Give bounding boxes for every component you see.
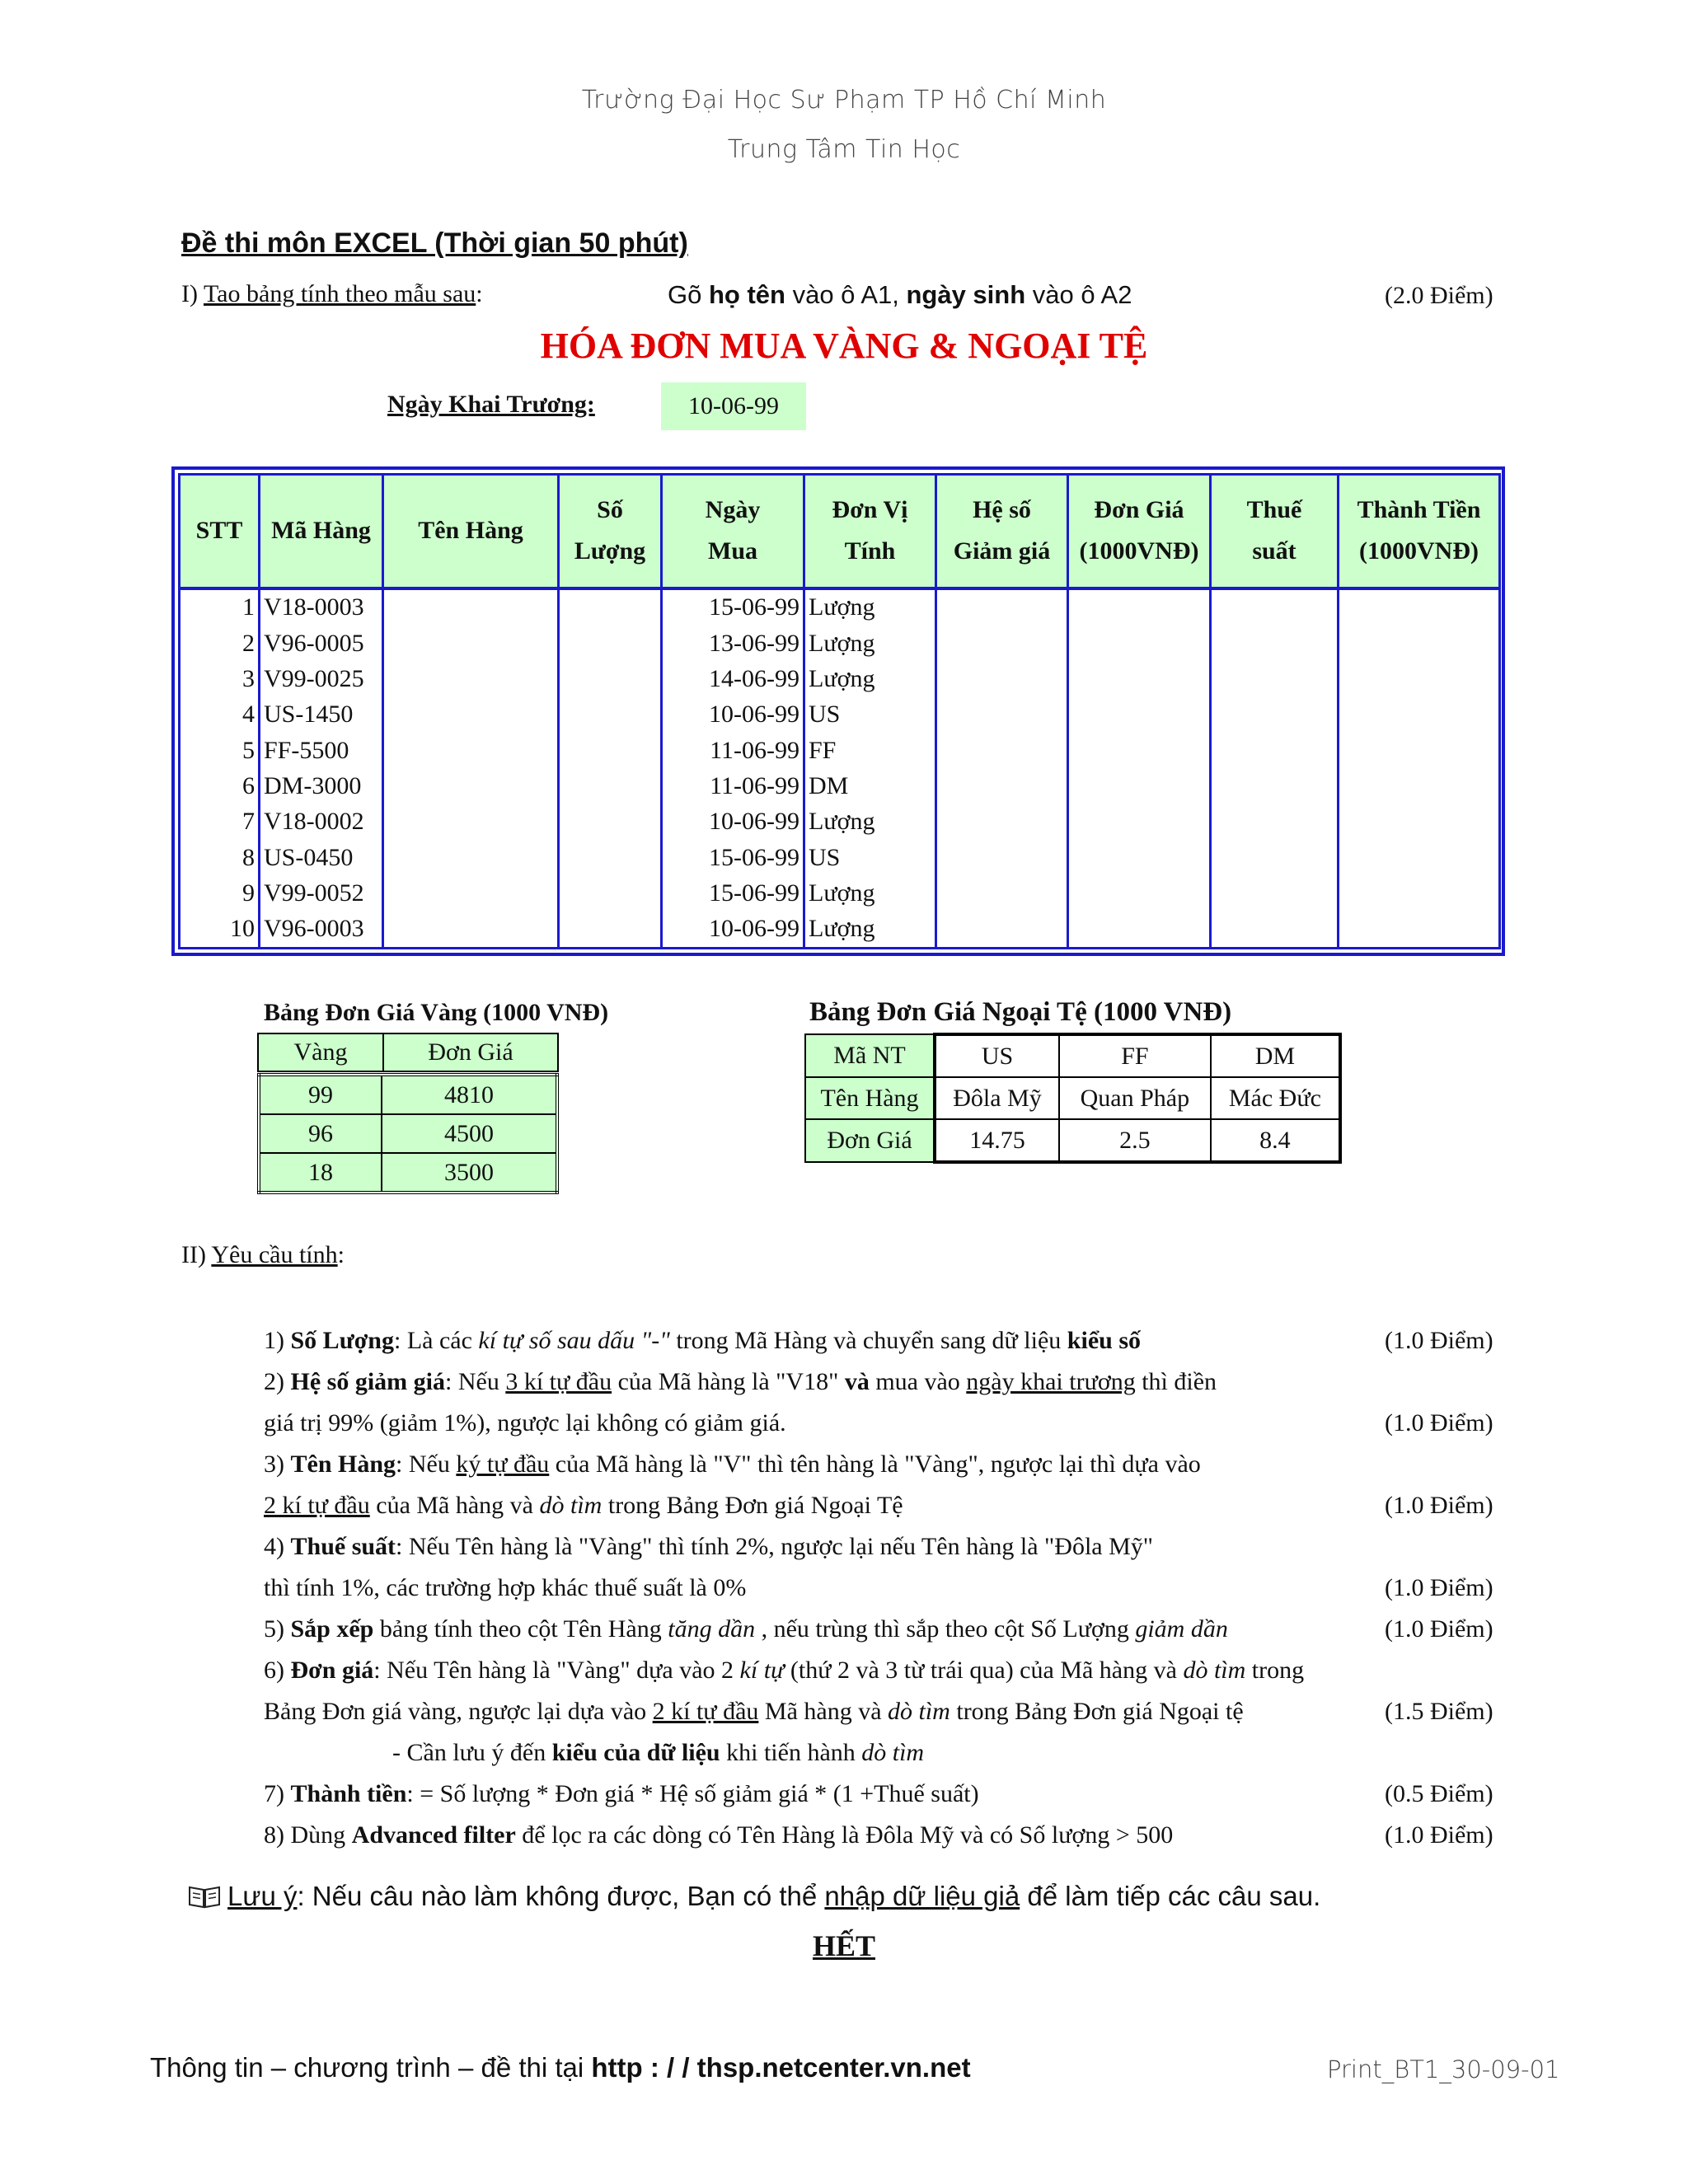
- cell-ngay-mua: 13-06-99: [662, 626, 804, 661]
- req-keyword: Thành tiền: [290, 1780, 407, 1807]
- footer-info: [150, 2052, 971, 2083]
- req-underline: 2 kí tự đầu: [652, 1698, 759, 1725]
- req-number: 4): [264, 1533, 291, 1560]
- req-underline: ký tự đầu: [456, 1451, 550, 1478]
- cell-stt: 9: [180, 875, 260, 911]
- requirement-5: [264, 1615, 1500, 1643]
- cell-ten-hang: [383, 875, 559, 911]
- cell-thanh-tien: [1339, 588, 1500, 626]
- cell-ten-hang: [383, 661, 559, 696]
- requirement-2-cont: giá trị 99% (giảm 1%), ngược lại không có giảm giá.: [264, 1409, 786, 1436]
- column-header: [260, 475, 383, 588]
- req-italic: kí tự: [739, 1657, 785, 1684]
- end-marker: HẾT: [812, 1929, 876, 1962]
- cell-don-gia: [1068, 840, 1211, 875]
- cell-don-vi: FF: [804, 733, 936, 768]
- cell-he-so: [936, 733, 1068, 768]
- cell-ma-hang: V18-0003: [260, 588, 383, 626]
- cell-ten-hang: [383, 626, 559, 661]
- part1-label: [181, 280, 483, 308]
- cell-he-so: [936, 626, 1068, 661]
- gold-type: 99: [259, 1075, 382, 1114]
- table-row: [259, 1153, 557, 1193]
- cell-so-luong: [559, 840, 662, 875]
- cell-ngay-mua: 14-06-99: [662, 661, 804, 696]
- cell-ngay-mua: 15-06-99: [662, 588, 804, 626]
- cell-ngay-mua: 11-06-99: [662, 733, 804, 768]
- req-text: của Mã hàng và: [369, 1492, 540, 1519]
- req-text: mua vào: [869, 1368, 967, 1395]
- cell-ten-hang: [383, 588, 559, 626]
- fx-cell: Đôla Mỹ: [935, 1077, 1059, 1119]
- cell-stt: 4: [180, 697, 260, 733]
- fx-label: Tên Hàng: [805, 1077, 935, 1119]
- cell-don-vi: Lượng: [804, 912, 936, 949]
- header-text: Số: [597, 496, 623, 524]
- cell-ten-hang: [383, 733, 559, 768]
- gold-table: [257, 1073, 559, 1194]
- req-italic: tăng dần: [668, 1615, 756, 1643]
- cell-don-vi: US: [804, 840, 936, 875]
- req-number: 5): [264, 1615, 291, 1643]
- cell-stt: 7: [180, 804, 260, 840]
- table-row: [180, 588, 1500, 626]
- cell-he-so: [936, 768, 1068, 804]
- column-header: [1339, 475, 1500, 588]
- cell-don-gia: [1068, 588, 1211, 626]
- cell-thue-suat: [1211, 588, 1339, 626]
- req-text: thì điền: [1135, 1368, 1217, 1395]
- part1-title: Tao bảng tính theo mẫu sau: [203, 280, 476, 307]
- cell-ten-hang: [383, 804, 559, 840]
- header-text: Ngày: [705, 496, 761, 524]
- school-name: Trường Đại Học Sư Phạm TP Hồ Chí Minh: [581, 86, 1107, 115]
- cell-stt: 6: [180, 768, 260, 804]
- cell-he-so: [936, 840, 1068, 875]
- req-keyword: và: [844, 1368, 870, 1395]
- cell-ngay-mua: 15-06-99: [662, 840, 804, 875]
- table-row: [180, 733, 1500, 768]
- cell-thue-suat: [1211, 840, 1339, 875]
- invoice-title: HÓA ĐƠN MUA VÀNG & NGOẠI TỆ: [540, 326, 1148, 366]
- fx-cell: 14.75: [935, 1119, 1059, 1162]
- req-text: để lọc ra các dòng có Tên Hàng là Đôla Mỹ và có Số lượng > 500: [515, 1821, 1174, 1849]
- req-keyword: kiểu số: [1067, 1327, 1141, 1354]
- column-header: [1068, 475, 1211, 588]
- gold-header-vang: Vàng: [258, 1033, 383, 1071]
- requirement-3-cont: [264, 1492, 1500, 1520]
- req-3-points: (1.0 Điểm): [1385, 1492, 1493, 1519]
- req-text: : Nếu: [445, 1368, 506, 1395]
- req-keyword: Số Lượng: [290, 1327, 394, 1354]
- req-keyword: Hệ số giảm giá: [290, 1368, 445, 1395]
- part2-title: Yêu cầu tính: [211, 1241, 338, 1268]
- cell-don-gia: [1068, 733, 1211, 768]
- cell-stt: 10: [180, 912, 260, 949]
- cell-thanh-tien: [1339, 804, 1500, 840]
- req-keyword: Sắp xếp: [290, 1615, 374, 1643]
- req-text: trong Bảng Đơn giá Ngoại tệ: [950, 1698, 1244, 1725]
- instr-mid: vào ô A1,: [785, 280, 907, 309]
- cell-stt: 8: [180, 840, 260, 875]
- cell-so-luong: [559, 875, 662, 911]
- table-row: [180, 768, 1500, 804]
- cell-ma-hang: FF-5500: [260, 733, 383, 768]
- fx-label: Đơn Giá: [805, 1119, 935, 1162]
- center-name: Trung Tâm Tin Học: [727, 135, 961, 164]
- requirement-6-cont: [264, 1698, 1500, 1726]
- cell-thue-suat: [1211, 768, 1339, 804]
- cell-thue-suat: [1211, 804, 1339, 840]
- fx-cell: DM: [1211, 1034, 1340, 1077]
- req-5-points: (1.0 Điểm): [1385, 1615, 1493, 1643]
- cell-so-luong: [559, 733, 662, 768]
- fx-cell: Mác Đức: [1211, 1077, 1340, 1119]
- requirement-7: [264, 1780, 1500, 1808]
- part2-colon: :: [337, 1241, 345, 1268]
- cell-don-gia: [1068, 912, 1211, 949]
- cell-don-gia: [1068, 626, 1211, 661]
- req-text: trong Bảng Đơn giá Ngoại Tệ: [602, 1492, 903, 1519]
- note-underline: nhập dữ liệu giả: [824, 1881, 1020, 1911]
- part1-points: (2.0 Điểm): [1385, 282, 1493, 309]
- table-row: [805, 1034, 1340, 1077]
- note-label: Lưu ý: [227, 1881, 298, 1911]
- cell-thue-suat: [1211, 875, 1339, 911]
- gold-price: 4810: [382, 1075, 557, 1114]
- req-text: trong: [1245, 1657, 1305, 1684]
- cell-thue-suat: [1211, 697, 1339, 733]
- fx-cell: US: [935, 1034, 1059, 1077]
- cell-so-luong: [559, 804, 662, 840]
- print-code: Print_BT1_30-09-01: [1327, 2055, 1560, 2083]
- header-text: Tính: [844, 537, 896, 565]
- cell-he-so: [936, 661, 1068, 696]
- table-row: [180, 875, 1500, 911]
- table-row: [805, 1077, 1340, 1119]
- cell-ma-hang: V96-0005: [260, 626, 383, 661]
- req-number: 1): [264, 1327, 291, 1354]
- cell-he-so: [936, 588, 1068, 626]
- part2-label: [181, 1241, 345, 1269]
- req-text: (thứ 2 và 3 từ trái qua) của Mã hàng và: [784, 1657, 1184, 1684]
- cell-thanh-tien: [1339, 875, 1500, 911]
- cell-thue-suat: [1211, 661, 1339, 696]
- req-keyword: Tên Hàng: [290, 1451, 396, 1478]
- req-text: Mã hàng và: [758, 1698, 889, 1725]
- instr-name: họ tên: [708, 280, 785, 309]
- cell-ma-hang: V18-0002: [260, 804, 383, 840]
- fx-cell: FF: [1059, 1034, 1211, 1077]
- req-keyword: Advanced filter: [351, 1821, 516, 1849]
- gold-table-title: Bảng Đơn Giá Vàng (1000 VNĐ): [264, 999, 609, 1026]
- req-2-points: (1.0 Điểm): [1385, 1409, 1493, 1436]
- cell-thanh-tien: [1339, 626, 1500, 661]
- req-text: bảng tính theo cột Tên Hàng: [373, 1615, 668, 1643]
- book-icon: [188, 1884, 221, 1915]
- fx-cell: 8.4: [1211, 1119, 1340, 1162]
- fx-cell: Quan Pháp: [1059, 1077, 1211, 1119]
- table-row: [180, 661, 1500, 696]
- header-text: (1000VNĐ): [1359, 537, 1479, 565]
- cell-so-luong: [559, 588, 662, 626]
- cell-stt: 3: [180, 661, 260, 696]
- gold-type: 96: [259, 1114, 382, 1153]
- column-header: [1211, 475, 1339, 588]
- cell-don-gia: [1068, 697, 1211, 733]
- gold-type: 18: [259, 1153, 382, 1193]
- cell-thanh-tien: [1339, 840, 1500, 875]
- requirement-4-cont: thì tính 1%, các trường hợp khác thuế suất là 0%: [264, 1574, 747, 1601]
- footer-url[interactable]: http : / / thsp.netcenter.vn.net: [591, 2052, 971, 2083]
- req-italic: dò tìm: [539, 1492, 603, 1519]
- req-text: : Nếu Tên hàng là "Vàng" dựa vào 2: [373, 1657, 740, 1684]
- column-header: [936, 475, 1068, 588]
- cell-thue-suat: [1211, 626, 1339, 661]
- req-text: : Nếu Tên hàng là "Vàng" thì tính 2%, ngược lại nếu Tên hàng là "Đôla Mỹ": [396, 1533, 1154, 1560]
- req-6-points: (1.5 Điểm): [1385, 1698, 1493, 1725]
- note-line: [188, 1881, 1320, 1915]
- req-text: - Cần lưu ý đến: [392, 1739, 552, 1766]
- req-number: 8) Dùng: [264, 1821, 352, 1849]
- column-header: [559, 475, 662, 588]
- cell-ten-hang: [383, 697, 559, 733]
- fx-label: Mã NT: [805, 1034, 935, 1077]
- cell-so-luong: [559, 661, 662, 696]
- cell-ngay-mua: 15-06-99: [662, 875, 804, 911]
- req-italic: dò tìm: [1183, 1657, 1246, 1684]
- cell-he-so: [936, 912, 1068, 949]
- req-number: 3): [264, 1451, 291, 1478]
- cell-thanh-tien: [1339, 733, 1500, 768]
- cell-don-vi: DM: [804, 768, 936, 804]
- req-8-points: (1.0 Điểm): [1385, 1821, 1493, 1849]
- cell-ten-hang: [383, 840, 559, 875]
- req-underline: ngày khai trương: [966, 1368, 1136, 1395]
- cell-so-luong: [559, 697, 662, 733]
- req-text: : Là các: [394, 1327, 479, 1354]
- header-text: Tên Hàng: [418, 517, 523, 545]
- cell-he-so: [936, 804, 1068, 840]
- cell-ma-hang: US-1450: [260, 697, 383, 733]
- req-italic: giảm dần: [1135, 1615, 1228, 1643]
- header-text: Thành Tiền: [1357, 496, 1481, 524]
- table-row: [180, 804, 1500, 840]
- table-row: [180, 912, 1500, 949]
- cell-don-gia: [1068, 804, 1211, 840]
- header-text: Giảm giá: [953, 537, 1051, 565]
- header-text: Lượng: [574, 537, 646, 565]
- req-text: , nếu trùng thì sắp theo cột Số Lượng: [755, 1615, 1136, 1643]
- cell-ngay-mua: 10-06-99: [662, 912, 804, 949]
- header-text: STT: [195, 517, 243, 545]
- req-number: 2): [264, 1368, 291, 1395]
- req-number: 6): [264, 1657, 291, 1684]
- cell-ma-hang: DM-3000: [260, 768, 383, 804]
- req-7-points: (0.5 Điểm): [1385, 1780, 1493, 1807]
- req-number: 7): [264, 1780, 291, 1807]
- part2-prefix: II): [181, 1241, 212, 1268]
- requirement-2: [264, 1368, 1500, 1396]
- gold-price: 4500: [382, 1114, 557, 1153]
- header-text: Đơn Vị: [832, 496, 908, 524]
- requirement-1: [264, 1327, 1500, 1355]
- cell-thanh-tien: [1339, 768, 1500, 804]
- cell-don-gia: [1068, 875, 1211, 911]
- cell-ten-hang: [383, 912, 559, 949]
- header-text: Mã Hàng: [271, 517, 371, 545]
- gold-header-price: Đơn Giá: [383, 1033, 558, 1071]
- req-text: của Mã hàng là "V" thì tên hàng là "Vàng", ngược lại thì dựa vào: [549, 1451, 1201, 1478]
- footer-text: Thông tin – chương trình – đề thi tại: [150, 2052, 592, 2083]
- column-header: [383, 475, 559, 588]
- column-header: [804, 475, 936, 588]
- req-underline: 2 kí tự đầu: [264, 1492, 370, 1519]
- req-text: Bảng Đơn giá vàng, ngược lại dựa vào: [264, 1698, 653, 1725]
- column-header: [662, 475, 804, 588]
- table-row: [180, 840, 1500, 875]
- header-text: Đơn Giá: [1094, 496, 1184, 524]
- table-row: [259, 1114, 557, 1153]
- requirement-8: [264, 1821, 1500, 1849]
- req-italic: dò tìm: [888, 1698, 950, 1725]
- cell-don-vi: Lượng: [804, 875, 936, 911]
- cell-so-luong: [559, 626, 662, 661]
- cell-ma-hang: V96-0003: [260, 912, 383, 949]
- cell-stt: 1: [180, 588, 260, 626]
- cell-don-vi: Lượng: [804, 626, 936, 661]
- cell-stt: 5: [180, 733, 260, 768]
- cell-he-so: [936, 697, 1068, 733]
- opening-label: Ngày Khai Trương:: [387, 391, 595, 418]
- requirement-6: [264, 1657, 1500, 1685]
- cell-don-vi: Lượng: [804, 588, 936, 626]
- req-italic: dò tìm: [861, 1739, 925, 1766]
- fx-cell: 2.5: [1059, 1119, 1211, 1162]
- cell-ma-hang: US-0450: [260, 840, 383, 875]
- cell-ngay-mua: 10-06-99: [662, 697, 804, 733]
- cell-thanh-tien: [1339, 912, 1500, 949]
- table-row: [180, 626, 1500, 661]
- req-text: trong Mã Hàng và chuyển sang dữ liệu: [669, 1327, 1067, 1354]
- note-text: để làm tiếp các câu sau.: [1020, 1881, 1321, 1911]
- req-keyword: Thuế suất: [290, 1533, 396, 1560]
- cell-stt: 2: [180, 626, 260, 661]
- part1-colon: :: [476, 280, 483, 307]
- requirement-6-note: [392, 1739, 1381, 1767]
- table-row: [259, 1075, 557, 1114]
- cell-don-vi: Lượng: [804, 661, 936, 696]
- fx-table: [804, 1033, 1342, 1164]
- req-keyword: Đơn giá: [290, 1657, 374, 1684]
- req-italic: kí tự số sau dấu "-": [478, 1327, 670, 1354]
- req-1-points: (1.0 Điểm): [1385, 1327, 1493, 1354]
- req-text: của Mã hàng là "V18": [612, 1368, 845, 1395]
- header-text: Hệ số: [973, 496, 1031, 524]
- column-header: [180, 475, 260, 588]
- opening-date: 10-06-99: [661, 382, 806, 430]
- cell-so-luong: [559, 912, 662, 949]
- req-text: khi tiến hành: [720, 1739, 862, 1766]
- cell-don-vi: Lượng: [804, 804, 936, 840]
- cell-don-gia: [1068, 661, 1211, 696]
- req-keyword: kiểu của dữ liệu: [551, 1739, 720, 1766]
- cell-he-so: [936, 875, 1068, 911]
- req-text: : Nếu: [396, 1451, 457, 1478]
- cell-don-gia: [1068, 768, 1211, 804]
- table-row: [805, 1119, 1340, 1162]
- cell-ma-hang: V99-0052: [260, 875, 383, 911]
- header-text: Thuế: [1246, 496, 1302, 524]
- part1-instruction: [668, 280, 1132, 310]
- instr-pre: Gõ: [668, 280, 709, 309]
- cell-ngay-mua: 10-06-99: [662, 804, 804, 840]
- cell-thanh-tien: [1339, 661, 1500, 696]
- header-text: Mua: [708, 537, 757, 565]
- cell-ten-hang: [383, 768, 559, 804]
- cell-thue-suat: [1211, 733, 1339, 768]
- gold-price: 3500: [382, 1153, 557, 1193]
- part1-prefix: I): [181, 280, 204, 307]
- cell-don-vi: US: [804, 697, 936, 733]
- requirement-4: [264, 1533, 1500, 1561]
- exam-title: Đề thi môn EXCEL (Thời gian 50 phút): [181, 227, 688, 259]
- req-text: : = Số lượng * Đơn giá * Hệ số giảm giá * (1 +Thuế suất): [406, 1780, 979, 1807]
- instr-post: vào ô A2: [1025, 280, 1132, 309]
- cell-thue-suat: [1211, 912, 1339, 949]
- fx-table-title: Bảng Đơn Giá Ngoại Tệ (1000 VNĐ): [809, 997, 1232, 1027]
- cell-ma-hang: V99-0025: [260, 661, 383, 696]
- cell-ngay-mua: 11-06-99: [662, 768, 804, 804]
- note-text: : Nếu câu nào làm không được, Bạn có thể: [297, 1881, 825, 1911]
- header-text: (1000VNĐ): [1079, 537, 1199, 565]
- req-4-points: (1.0 Điểm): [1385, 1574, 1493, 1601]
- req-underline: 3 kí tự đầu: [505, 1368, 612, 1395]
- cell-thanh-tien: [1339, 697, 1500, 733]
- cell-so-luong: [559, 768, 662, 804]
- invoice-table: [171, 466, 1505, 956]
- instr-dob: ngày sinh: [906, 280, 1026, 309]
- table-row: [180, 697, 1500, 733]
- requirement-3: [264, 1451, 1500, 1479]
- gold-table-header: [257, 1033, 559, 1072]
- header-text: suất: [1252, 537, 1296, 565]
